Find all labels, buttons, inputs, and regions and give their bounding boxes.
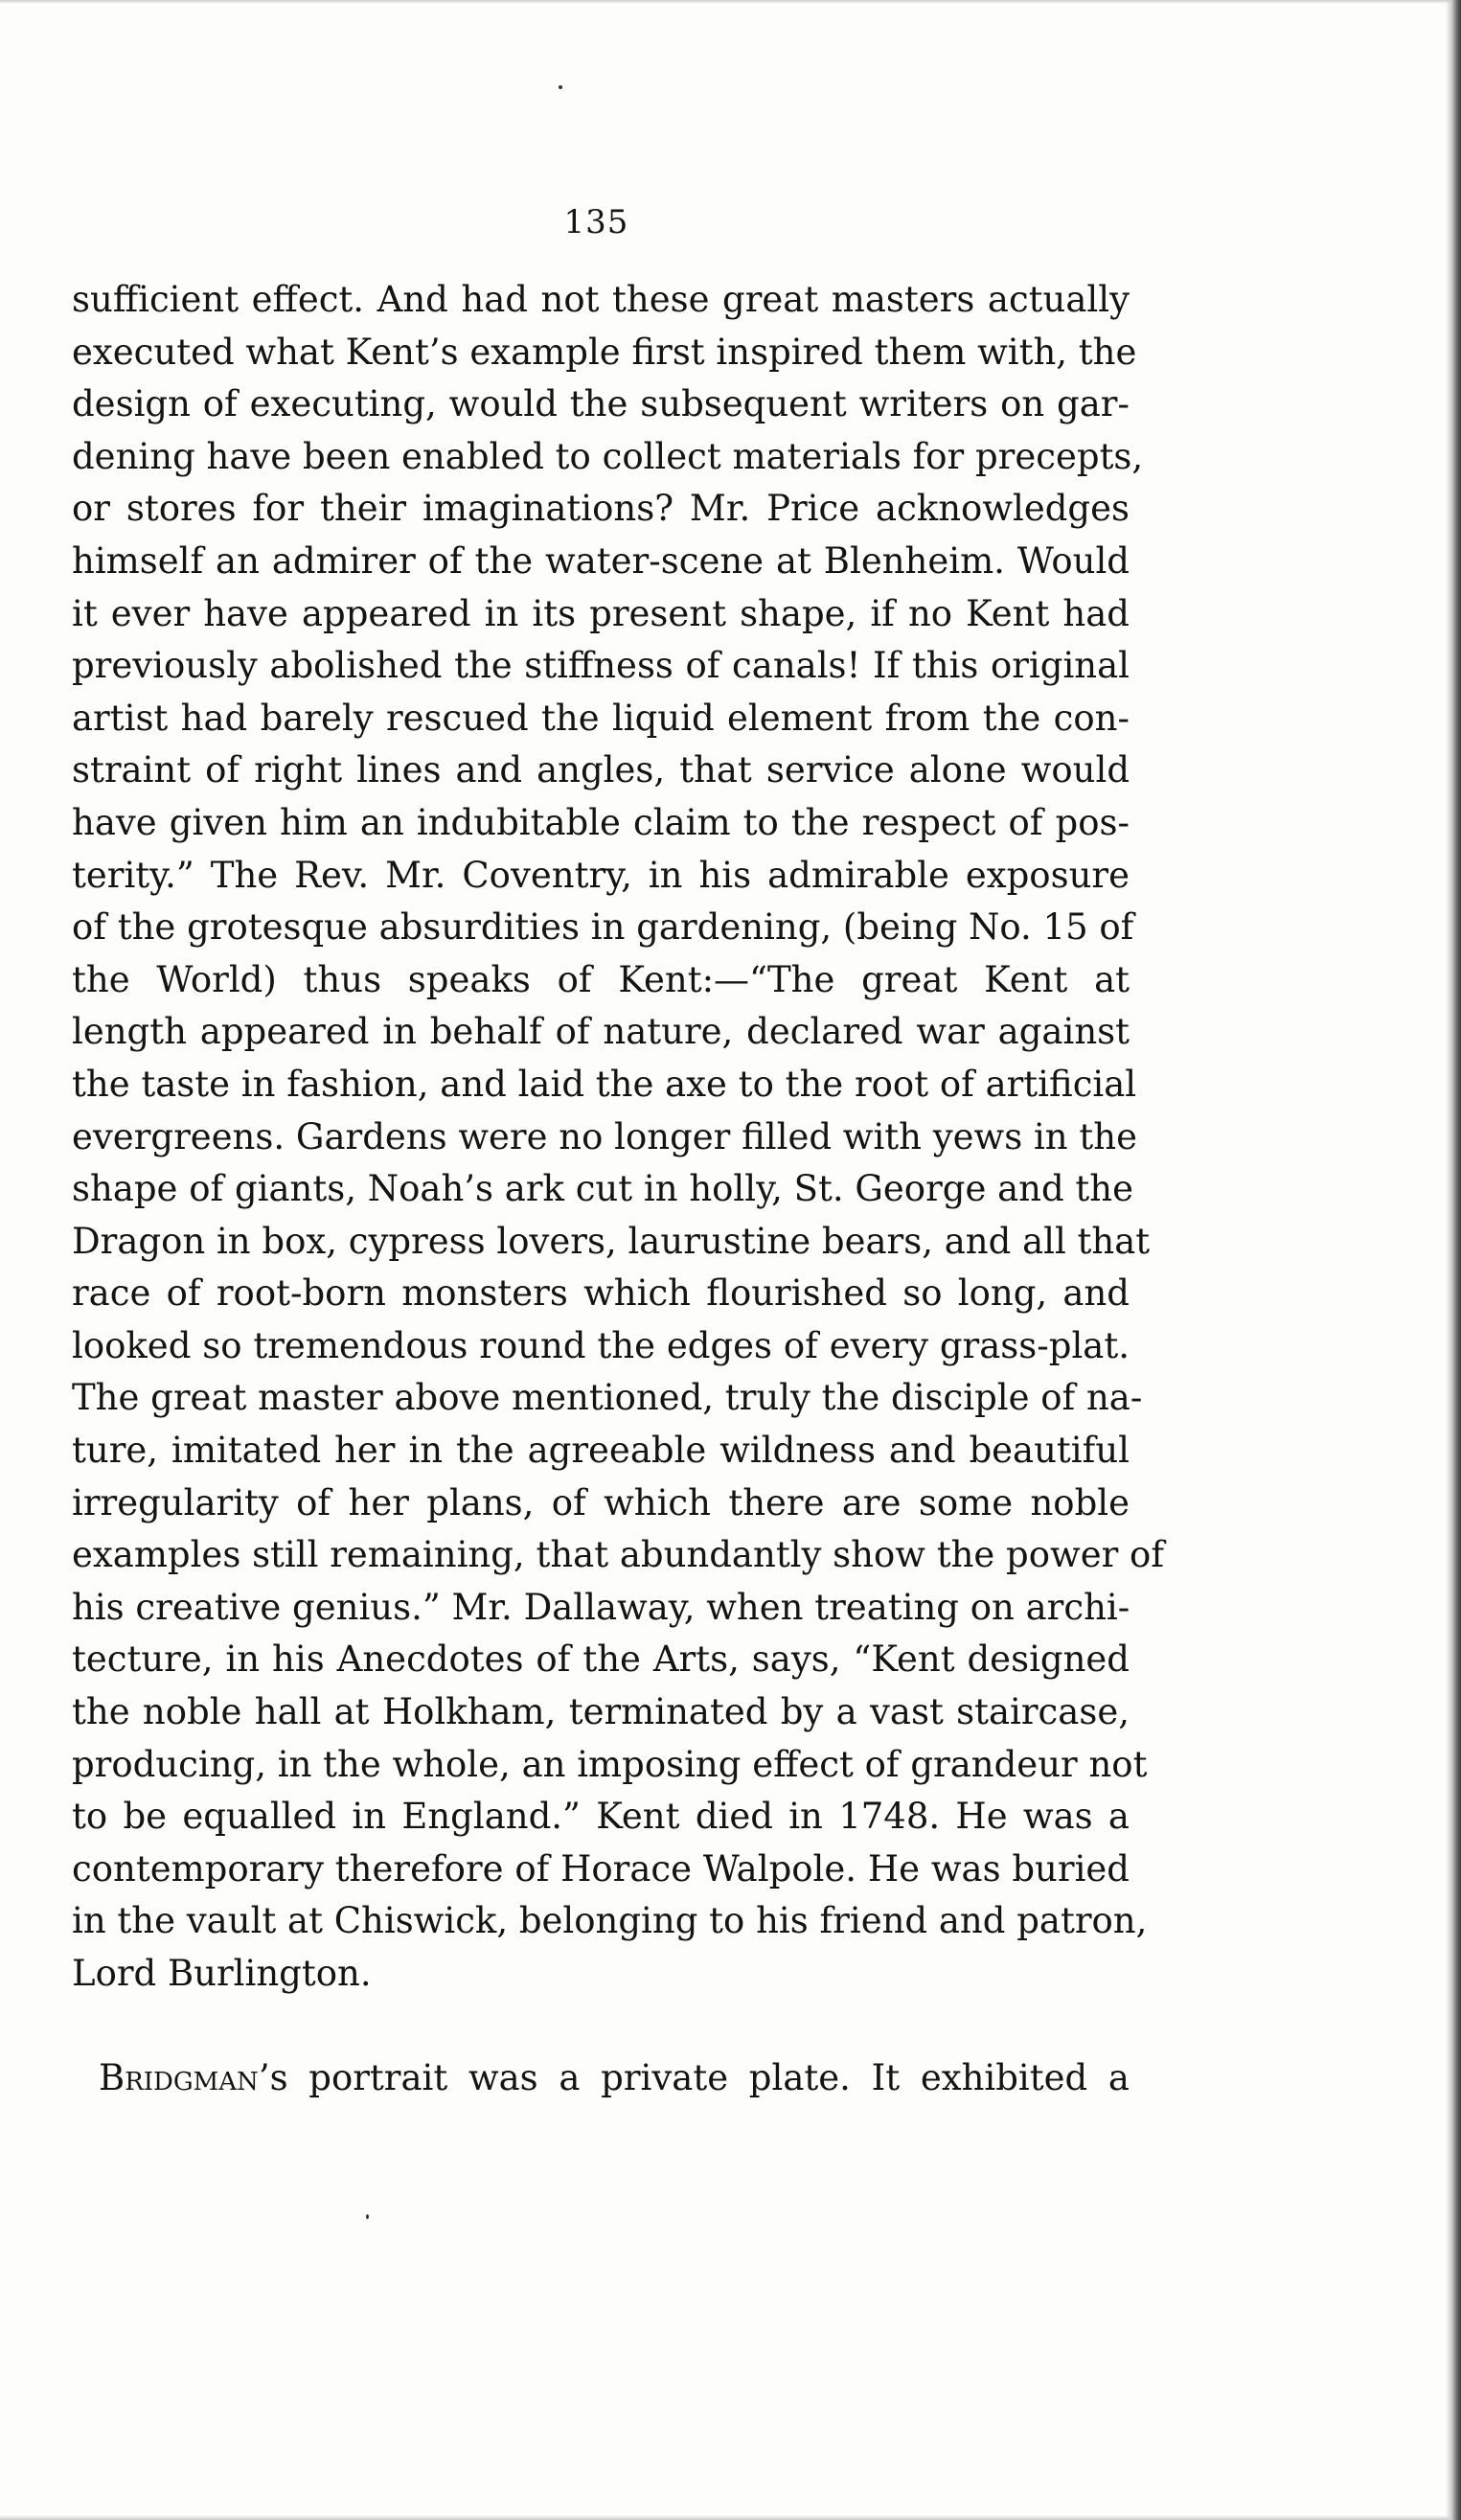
- text-line: ture, imitated her in the agreeable wildness and beautiful: [72, 1430, 1130, 1472]
- text-line: the taste in fashion, and laid the axe to the root of artificial: [72, 1063, 1137, 1105]
- paragraph-bridgman: [99, 2052, 1130, 2104]
- text-line: have given him an indubitable claim to the respect of pos-: [72, 801, 1130, 843]
- page-bottom-edge: [0, 2515, 1461, 2520]
- text-line: Lord Burlington.: [72, 1953, 372, 1994]
- text-line: design of executing, would the subsequent writers on gar-: [72, 383, 1130, 425]
- text-line: of the grotesque absurdities in gardening, (being No. 15 of: [72, 906, 1134, 949]
- ink-speck: [366, 2214, 369, 2219]
- text-line: artist had barely rescued the liquid element from the con-: [72, 697, 1130, 739]
- text-line: his creative genius.” Mr. Dallaway, when treating on archi-: [72, 1586, 1130, 1628]
- page-binding-edge: [1446, 0, 1461, 2520]
- text-line: shape of giants, Noah’s ark cut in holly, St. George and the: [72, 1168, 1134, 1210]
- page-number: 135: [563, 203, 629, 241]
- text-line: contemporary therefore of Horace Walpole. He was buried: [72, 1847, 1130, 1890]
- text-line: or stores for their imaginations? Mr. Price acknowledges: [72, 488, 1130, 530]
- text-line: tecture, in his Anecdotes of the Arts, says, “Kent designed: [72, 1638, 1130, 1681]
- text-line: the noble hall at Holkham, terminated by a vast staircase,: [72, 1691, 1130, 1733]
- text-line: length appeared in behalf of nature, declared war against: [72, 1011, 1130, 1053]
- text-line: it ever have appeared in its present shape, if no Kent had: [72, 592, 1130, 634]
- text-line: dening have been enabled to collect materials for precepts,: [72, 435, 1144, 477]
- text-line: straint of right lines and angles, that service alone would: [72, 749, 1130, 791]
- text-line: sufficient effect. And had not these great masters actually: [72, 279, 1130, 320]
- text-line: previously abolished the stiffness of canals! If this original: [72, 645, 1130, 687]
- page-top-edge: [0, 0, 1461, 4]
- text-line: to be equalled in England.” Kent died in 1748. He was a: [72, 1796, 1130, 1838]
- text-line: himself an admirer of the water-scene at Blenheim. Would: [72, 539, 1130, 582]
- text-line: evergreens. Gardens were no longer filled with yews in the: [72, 1115, 1137, 1157]
- text-line: executed what Kent’s example first inspired them with, the: [72, 331, 1137, 373]
- bridgman-text: ’s portrait was a private plate. It exhibited a: [258, 2057, 1130, 2098]
- text-line: race of root-born monsters which flourished so long, and: [72, 1272, 1130, 1315]
- text-line: terity.” The Rev. Mr. Coventry, in his admirable exposure: [72, 854, 1130, 896]
- text-line: producing, in the whole, an imposing effect of grandeur not: [72, 1743, 1148, 1785]
- bridgman-name: Bridgman: [99, 2057, 259, 2098]
- paragraph-main: [72, 274, 1165, 2001]
- text-line: Dragon in box, cypress lovers, laurustine bears, and all that: [72, 1220, 1151, 1262]
- text-line: the World) thus speaks of Kent:—“The great Kent at: [72, 958, 1130, 1000]
- text-line: in the vault at Chiswick, belonging to his friend and patron,: [72, 1900, 1148, 1942]
- text-line: looked so tremendous round the edges of every grass-plat.: [72, 1324, 1130, 1366]
- text-line: irregularity of her plans, of which there are some noble: [72, 1481, 1130, 1523]
- text-line: The great master above mentioned, truly the disciple of na-: [72, 1377, 1143, 1419]
- ink-speck: [559, 85, 562, 89]
- text-line: examples still remaining, that abundantly show the power of: [72, 1534, 1165, 1576]
